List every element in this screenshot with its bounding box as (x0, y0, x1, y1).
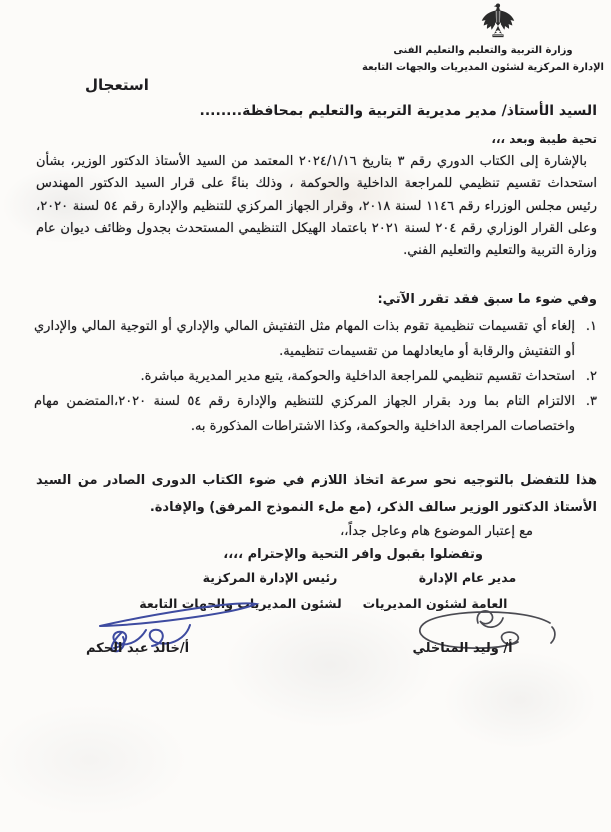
decision-text: استحداث تقسيم تنظيمي للمراجعة الداخلية والحوكمة، يتبع مدير المديرية مباشرة. (140, 369, 575, 384)
decision-item-3 (34, 389, 597, 439)
addressee-line: السيد الأستاذ/ مدير مديرية التربية والتعليم بمحافظة........ (199, 103, 597, 119)
central-administration-name: الإدارة المركزية لشئون المديريات والجهات التابعة (362, 62, 604, 73)
central-admin-title-line1: رئيس الإدارة المركزية (202, 570, 338, 585)
urgency-label: استعجال (85, 76, 149, 94)
decision-number: ٣. (585, 394, 597, 409)
central-admin-title-line2: لشئون المديريات والجهات التابعة (139, 596, 342, 611)
greeting-line: تحية طيبة وبعد ،،، (491, 132, 597, 146)
decision-number: ٢. (585, 369, 597, 384)
body-paragraph: بالإشارة إلى الكتاب الدوري رقم ٣ بتاريخ ٢٠٢٤/١/١٦ المعتمد من السيد الأستاذ الدكتور الوزير، بشأن استحداث تقسيم تنظيمي للمراجعة الداخلية والحوكمة ، وذلك بناءً على قرار السيد الدكتور المهندس رئيس مجلس الوزراء رقم ١١٤٦ لسنة ٢٠١٨، وقرار الجهاز المركزي للتنظيم والإدارة رقم ٥٤ لسنة ٢٠٢٠، وعلى القرار الوزاري رقم ٢٠٤ لسنة ٢٠٢١ باعتماد الهيكل التنظيمي المستحدث بجدول وظائف ديوان عام وزارة التربية والتعليم والتعليم الفني. (36, 154, 597, 259)
decision-intro-line: وفي ضوء ما سبق فقد تقرر الآتي: (377, 292, 597, 307)
general-manager-name: أ/ وليد المناخلي (412, 641, 513, 656)
letterhead (358, 42, 608, 76)
central-admin-name: أ/خالد عبد الحكم (85, 641, 190, 656)
decision-number: ١. (585, 319, 597, 334)
closing-instruction: هذا للتفضل بالتوجيه نحو سرعة اتخاذ اللازم في ضوء الكتاب الدورى الصادر من السيد الأستاذ الدكتور الوزير سالف الذكر، (مع ملء النموذج المرفق) والإفادة. (36, 473, 597, 515)
ministry-name: وزارة التربية والتعليم والتعليم الفنى (393, 45, 573, 56)
importance-note: مع إعتبار الموضوع هام وعاجل جداً،، (340, 524, 533, 539)
general-manager-title-line1: مدير عام الإدارة (418, 570, 517, 585)
farewell-line: وتفضلوا بقبول وافر التحية والإحترام ،،،، (223, 547, 483, 562)
decisions-list (34, 314, 597, 439)
decision-item-2 (34, 364, 597, 389)
general-manager-title-line2: العامة لشئون المديريات (362, 596, 508, 611)
decision-item-1 (34, 314, 597, 364)
decision-text: إلغاء أي تقسيمات تنظيمية تقوم بذات المهام مثل التفتيش المالي والإداري أو التوجية المالي والإداري أو التفتيش والرقابة أو مايعادلهما من تقسيمات تنظيمية. (34, 319, 575, 359)
decision-text: الالتزام التام بما ورد بقرار الجهاز المركزي للتنظيم والإدارة رقم ٥٤ لسنة ٢٠٢٠،المتضمن مهام واختصاصات المراجعة الداخلية والحوكمة، وكذا الاشتراطات المذكورة به. (34, 394, 575, 434)
egypt-eagle-emblem-icon (478, 2, 518, 39)
